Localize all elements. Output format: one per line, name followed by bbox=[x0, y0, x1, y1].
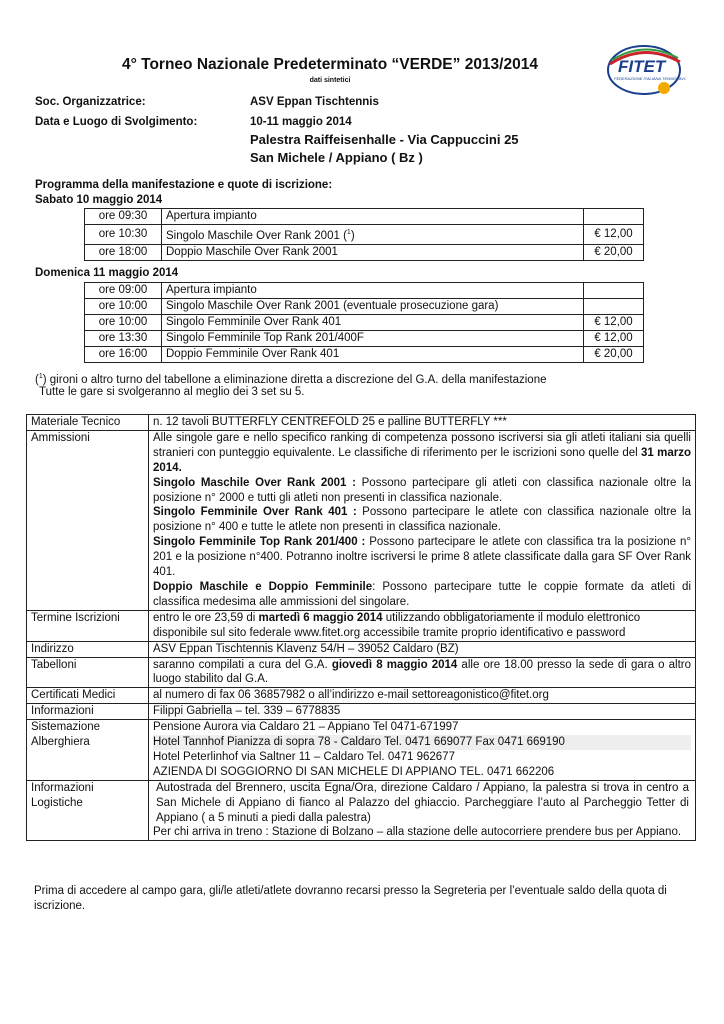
schedule-price: € 20,00 bbox=[584, 244, 644, 260]
schedule-time: ore 18:00 bbox=[85, 244, 162, 260]
logistics-text: Autostrada del Brennero, uscita Egna/Ora, direzione Caldaro / Appiano, la palestra si trova in centro a San Michele di Appiano di fianco al Palazzo del ghiaccio. Parcheggiare l’auto al Parcheggio Tetter di Appiano ( a 5 minuti a piedi dalla palestra) Per chi arriva in treno : Stazione di Bolzano – alla stazione delle autocorriere prendere bus per Appiano. bbox=[149, 780, 696, 841]
draw-text: saranno compilati a cura del G.A. giovedì 8 maggio 2014 alle ore 18.00 presso la sede di gara o altro luogo stabilito dal G.A. bbox=[149, 657, 696, 688]
schedule-price: € 12,00 bbox=[584, 331, 644, 347]
schedule-desc: Singolo Femminile Top Rank 201/400F bbox=[162, 331, 584, 347]
row-label: Tabelloni bbox=[27, 657, 149, 688]
sunday-schedule bbox=[84, 282, 644, 363]
row-label: Informazioni Logistiche bbox=[27, 780, 149, 841]
hotel-line: Hotel Tannhof Pianizza di sopra 78 - Caldaro Tel. 0471 669077 Fax 0471 669190 bbox=[153, 735, 691, 750]
footer-note: Prima di accedere al campo gara, gli/le atleti/atlete dovranno recarsi presso la Segreteria per l’eventuale saldo della quota di iscrizione. bbox=[34, 885, 667, 912]
schedule-desc: Singolo Femminile Over Rank 401 bbox=[162, 315, 584, 331]
schedule-desc: Doppio Femminile Over Rank 401 bbox=[162, 347, 584, 363]
table-row bbox=[27, 641, 696, 657]
row-label: Termine Iscrizioni bbox=[27, 610, 149, 641]
schedule-price: € 12,00 bbox=[584, 225, 644, 245]
schedule-desc: Apertura impianto bbox=[162, 283, 584, 299]
row-label: Materiale Tecnico bbox=[27, 415, 149, 431]
row-label: Ammissioni bbox=[27, 430, 149, 610]
row-value: ASV Eppan Tischtennis Klavenz 54/H – 39052 Caldaro (BZ) bbox=[149, 641, 696, 657]
document-subtitle: dati sintetici bbox=[309, 77, 351, 84]
details-table bbox=[26, 414, 696, 841]
schedule-row bbox=[85, 347, 644, 363]
venue-line-1: Palestra Raiffeisenhalle - Via Cappuccini 25 bbox=[250, 132, 519, 147]
schedule-row bbox=[85, 209, 644, 225]
table-row bbox=[27, 610, 696, 641]
schedule-row bbox=[85, 283, 644, 299]
schedule-row bbox=[85, 331, 644, 347]
row-label: Certificati Medici bbox=[27, 688, 149, 704]
schedule-desc: Doppio Maschile Over Rank 2001 bbox=[162, 244, 584, 260]
row-label: Informazioni bbox=[27, 704, 149, 720]
schedule-time: ore 16:00 bbox=[85, 347, 162, 363]
table-row bbox=[27, 780, 696, 841]
schedule-time: ore 09:00 bbox=[85, 283, 162, 299]
sets-note: Tutte le gare si svolgeranno al meglio dei 3 set su 5. bbox=[39, 386, 305, 398]
footnote: ($^1$) gironi o altro turno del tabellone a eliminazione diretta a discrezione del G.A. della manifestazione bbox=[35, 373, 547, 386]
footnote-ref: 1 bbox=[346, 229, 351, 236]
saturday-label: Sabato 10 maggio 2014 bbox=[35, 194, 163, 206]
row-label: Indirizzo bbox=[27, 641, 149, 657]
table-row bbox=[27, 430, 696, 610]
schedule-desc: Apertura impianto bbox=[162, 209, 584, 225]
schedule-row bbox=[85, 225, 644, 245]
schedule-time: ore 10:30 bbox=[85, 225, 162, 245]
schedule-price bbox=[584, 209, 644, 225]
schedule-time: ore 09:30 bbox=[85, 209, 162, 225]
hotel-line: AZIENDA DI SOGGIORNO DI SAN MICHELE DI APPIANO TEL. 0471 662206 bbox=[153, 765, 555, 778]
schedule-price bbox=[584, 299, 644, 315]
table-row bbox=[27, 720, 696, 781]
logo-subtext: FEDERAZIONE ITALIANA TENNISTAVOLO bbox=[614, 76, 686, 81]
deadline-text: entro le ore 23,59 di martedì 6 maggio 2014 utilizzando obbligatoriamente il modulo elettronico disponibile sul sito federale www.fitet.org accessibile tramite proprio identificativo e password bbox=[149, 610, 696, 641]
row-value: n. 12 tavoli BUTTERFLY CENTREFOLD 25 e palline BUTTERFLY *** bbox=[149, 415, 696, 431]
schedule-time: ore 13:30 bbox=[85, 331, 162, 347]
hotel-line: Pensione Aurora via Caldaro 21 – Appiano Tel 0471-671997 bbox=[153, 721, 459, 734]
program-heading: Programma della manifestazione e quote di iscrizione: bbox=[35, 179, 333, 191]
document-title: 4° Torneo Nazionale Predeterminato “VERDE” 2013/2014 bbox=[122, 56, 538, 73]
row-value: al numero di fax 06 36857982 o all’indirizzo e-mail settoreagonistico@fitet.org bbox=[149, 688, 696, 704]
schedule-price: € 12,00 bbox=[584, 315, 644, 331]
accommodation-list bbox=[149, 720, 696, 781]
admissions-text: Alle singole gare e nello specifico ranking di competenza possono iscriversi sia gli atleti italiani sia quelli stranieri con punteggio equivalente. Le classifiche di riferimento per le iscrizioni sono quelle del 31 marzo 2014. Singolo Maschile Over Rank 2001 : Possono partecipare gli atleti con classifica nazionale oltre la posizione n° 2000 e tutti gli atleti non presenti in classifica nazionale. Singolo Femminile Over Rank 401 : Possono partecipare le atlete con classifica nazionale oltre la posizione n° 400 e tutte le atlete non presenti in classifica nazionale. Singolo Femminile Top Rank 201/400 : Possono partecipare le atlete con classifica tra la posizione n° 201 e la posizione n°400. Potranno inoltre iscriversi le prime 8 atlete classificate dalla gara SF Over Rank 401. Doppio Maschile e Doppio Femminile: Possono partecipare tutte le coppie formate da atleti di classifica medesima alle ammissioni del singolare. bbox=[149, 430, 696, 610]
table-row bbox=[27, 657, 696, 688]
venue-line-2: San Michele / Appiano ( Bz ) bbox=[250, 150, 423, 165]
schedule-price bbox=[584, 283, 644, 299]
schedule-desc: Singolo Maschile Over Rank 2001 ($^1$) bbox=[162, 225, 584, 245]
schedule-time: ore 10:00 bbox=[85, 299, 162, 315]
org-value: ASV Eppan Tischtennis bbox=[250, 96, 379, 108]
date-label: Data e Luogo di Svolgimento: bbox=[35, 116, 198, 128]
saturday-schedule bbox=[84, 208, 644, 261]
table-row bbox=[27, 688, 696, 704]
schedule-row bbox=[85, 315, 644, 331]
date-value: 10-11 maggio 2014 bbox=[250, 116, 352, 128]
fitet-logo bbox=[604, 40, 686, 100]
schedule-row bbox=[85, 299, 644, 315]
sunday-label: Domenica 11 maggio 2014 bbox=[35, 267, 179, 279]
hotel-line: Hotel Peterlinhof via Saltner 11 – Caldaro Tel. 0471 962677 bbox=[153, 750, 455, 763]
schedule-row bbox=[85, 244, 644, 260]
row-label: Sistemazione Alberghiera bbox=[27, 720, 149, 781]
logo-text: FITET bbox=[618, 57, 666, 76]
table-row bbox=[27, 415, 696, 431]
schedule-price: € 20,00 bbox=[584, 347, 644, 363]
table-row bbox=[27, 704, 696, 720]
org-label: Soc. Organizzatrice: bbox=[35, 96, 146, 108]
schedule-desc: Singolo Maschile Over Rank 2001 (eventuale prosecuzione gara) bbox=[162, 299, 584, 315]
row-value: Filippi Gabriella – tel. 339 – 6778835 bbox=[149, 704, 696, 720]
schedule-time: ore 10:00 bbox=[85, 315, 162, 331]
